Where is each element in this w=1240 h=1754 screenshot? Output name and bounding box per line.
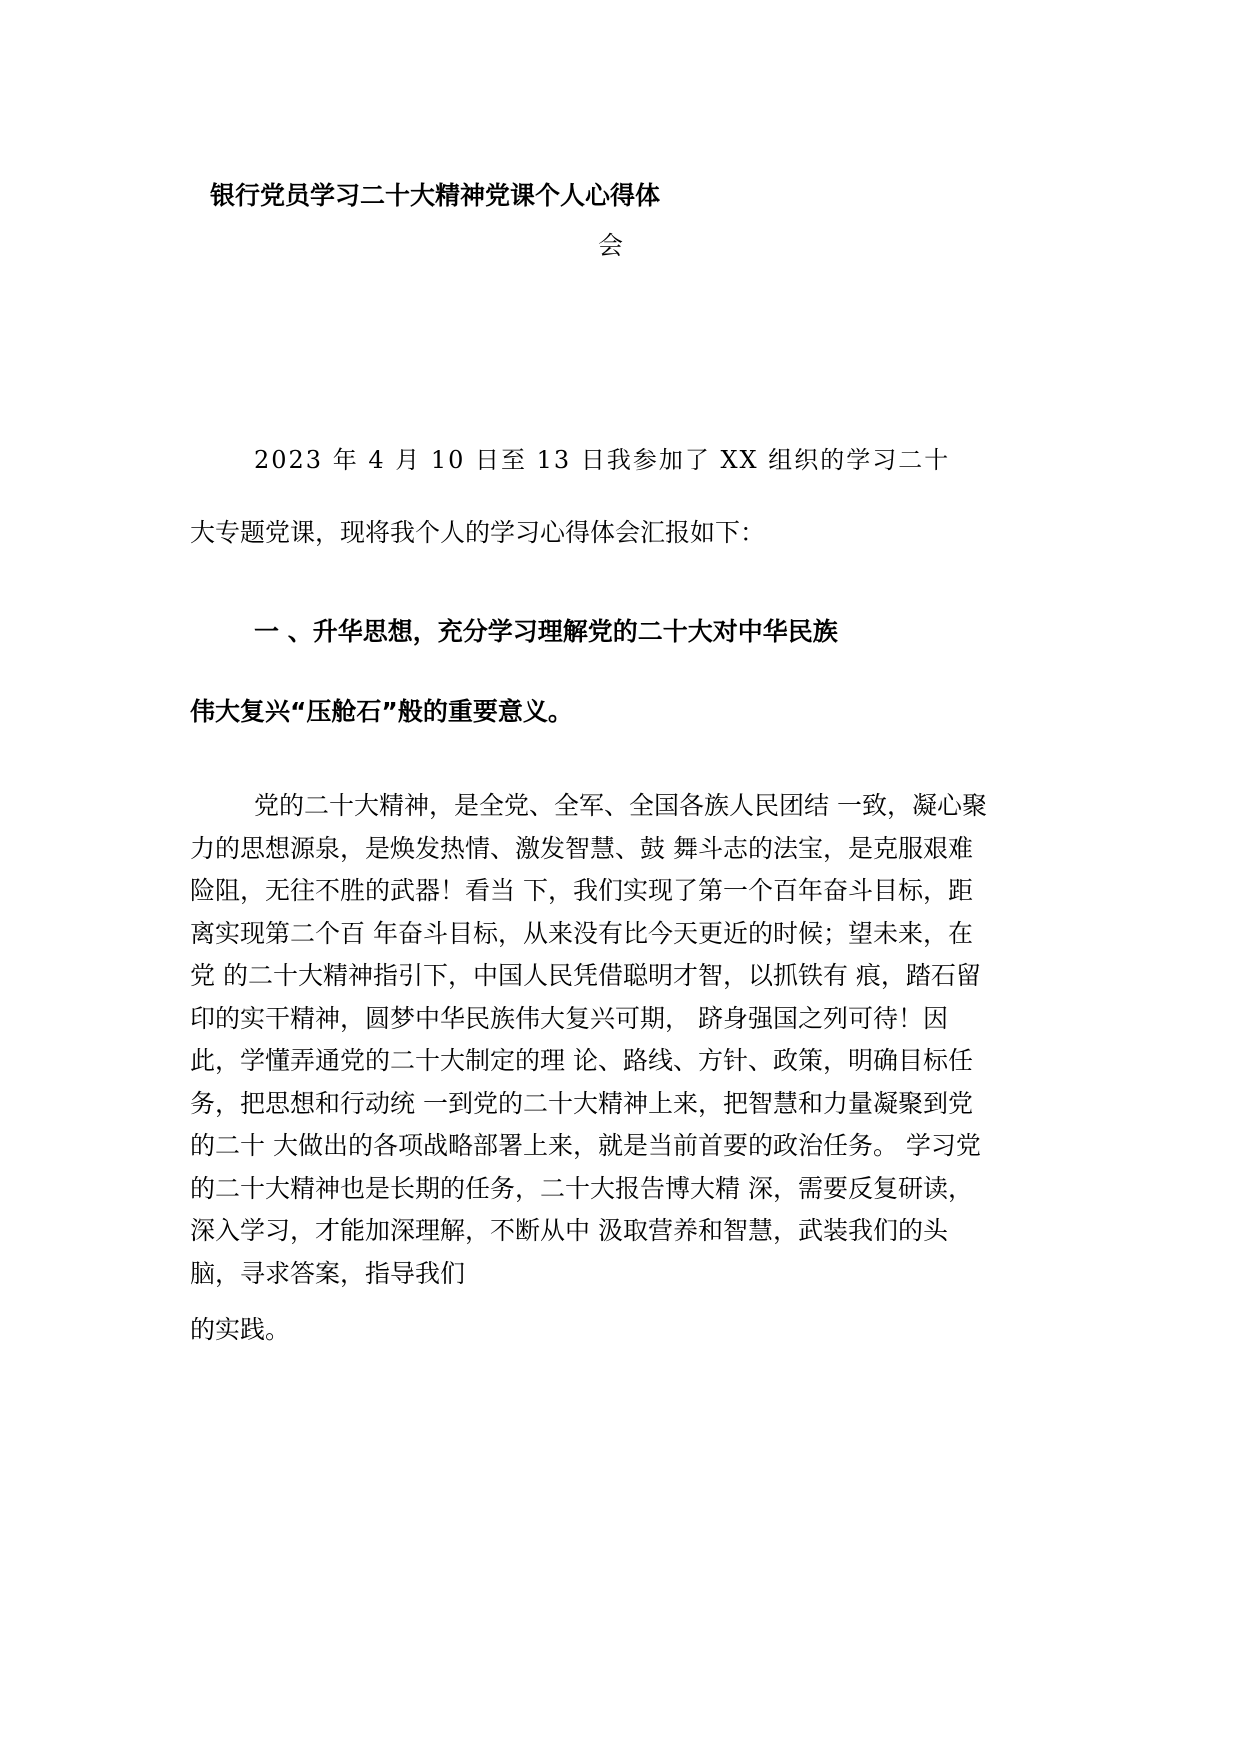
body-line: 深入学习，才能加深理解，不断从中 汲取营养和智慧，武装我们的头 bbox=[190, 1216, 948, 1245]
intro-paragraph-line-1: 2023 年 4 月 10 日至 13 日我参加了 XX 组织的学习二十 bbox=[254, 446, 951, 474]
body-line: 离实现第二个百 年奋斗目标，从来没有比今天更近的时候；望未来，在 bbox=[190, 918, 973, 948]
document-title-continuation: 会 bbox=[598, 231, 624, 260]
body-line: 的二十 大做出的各项战略部署上来，就是当前首要的政治任务。 学习党 bbox=[190, 1131, 981, 1160]
body-line: 党 的二十大精神指引下，中国人民凭借聪明才智，以抓铁有 痕，踏石留 bbox=[190, 961, 981, 990]
intro-paragraph-line-2: 大专题党课，现将我个人的学习心得体会汇报如下： bbox=[190, 518, 766, 547]
body-line: 脑，寻求答案，指导我们 bbox=[190, 1258, 466, 1288]
body-line: 党的二十大精神，是全党、全军、全国各族人民团结 一致，凝心聚 bbox=[254, 791, 987, 820]
section-heading-line-1: 一 、升华思想，充分学习理解党的二十大对中华民族 bbox=[254, 617, 838, 646]
section-heading-line-2: 伟大复兴“压舱石”般的重要意义。 bbox=[190, 697, 573, 726]
body-line: 力的思想源泉，是焕发热情、激发智慧、鼓 舞斗志的法宝，是克服艰难 bbox=[190, 833, 973, 863]
body-line: 务，把思想和行动统 一到党的二十大精神上来，把智慧和力量凝聚到党 bbox=[190, 1088, 973, 1118]
document-title: 银行党员学习二十大精神党课个人心得体 bbox=[210, 181, 661, 210]
body-paragraph bbox=[190, 785, 1070, 1295]
body-line: 此，学懂弄通党的二十大制定的理 论、路线、方针、政策，明确目标任 bbox=[190, 1046, 973, 1075]
body-line: 的二十大精神也是长期的任务，二十大报告博大精 深，需要反复研读， bbox=[190, 1173, 973, 1203]
body-paragraph-end: 的实践。 bbox=[190, 1315, 291, 1344]
body-line: 印的实干精神，圆梦中华民族伟大复兴可期， 跻身强国之列可待！因 bbox=[190, 1003, 948, 1033]
body-line: 险阻，无往不胜的武器！看当 下，我们实现了第一个百年奋斗目标，距 bbox=[190, 876, 973, 905]
